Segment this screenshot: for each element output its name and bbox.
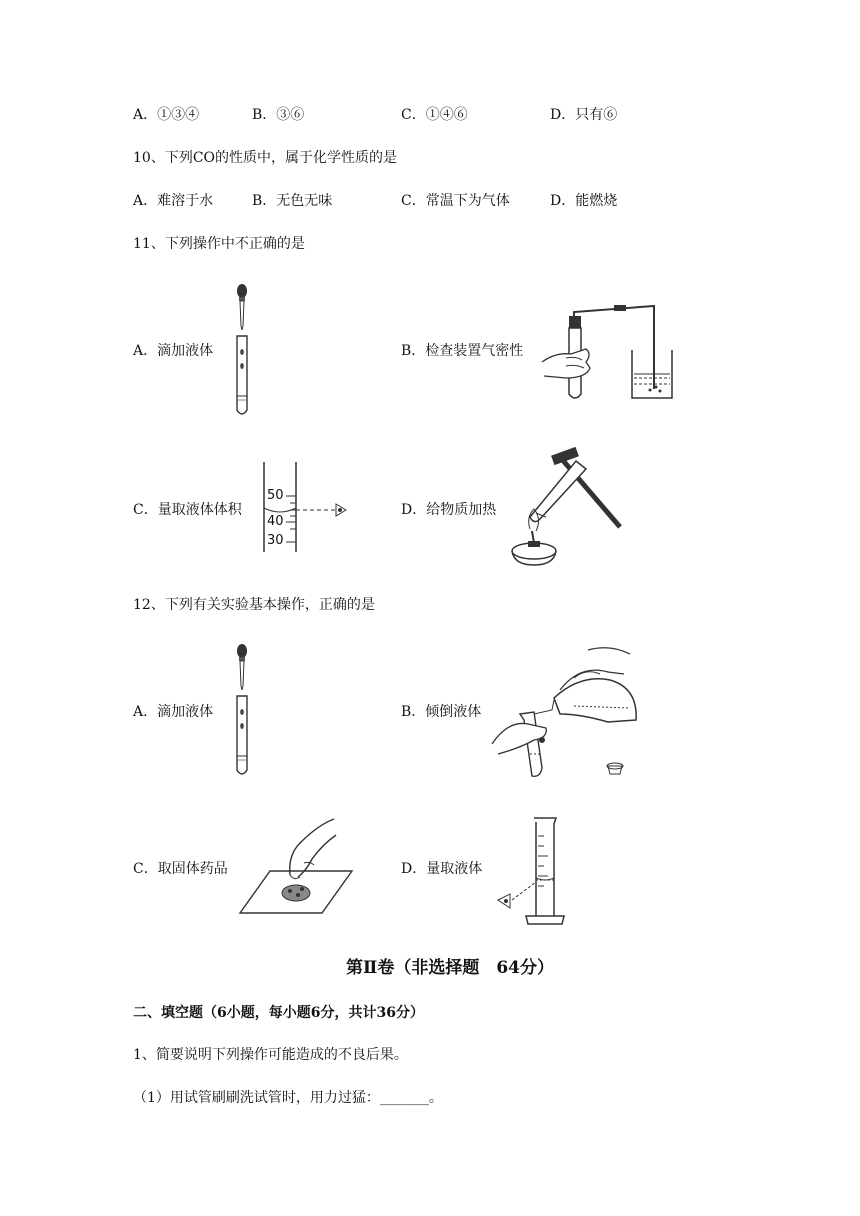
q1-sub1: （1）用试管刷刷洗试管时，用力过猛：_______。	[133, 1090, 443, 1106]
dropper-tube-figure	[225, 282, 265, 422]
taking-solid-reagent-figure	[236, 815, 356, 915]
section-title: 二、填空题（6小题，每小题6分，共计36分）	[133, 1005, 424, 1021]
q11-stem: 11、下列操作中不正确的是	[133, 236, 305, 252]
q10-option-a: A．难溶于水	[133, 193, 214, 209]
pouring-liquid-figure	[490, 644, 650, 784]
q10-option-d: D．能燃烧	[550, 193, 618, 209]
q9-option-d: D．只有⑥	[550, 107, 618, 123]
q11-option-a: A．滴加液体	[133, 343, 214, 359]
tick-label-40: 40	[267, 514, 284, 529]
q12-option-c: C．取固体药品	[133, 861, 228, 877]
q10-option-c: C．常温下为气体	[401, 193, 510, 209]
airtightness-check-figure	[536, 294, 696, 404]
tick-label-50: 50	[267, 488, 284, 503]
q11-option-b: B．检查装置气密性	[401, 343, 524, 359]
q11-option-d: D．给物质加热	[401, 502, 497, 518]
tick-label-30: 30	[267, 533, 284, 548]
q12-option-a: A．滴加液体	[133, 704, 214, 720]
q1-stem: 1、简要说明下列操作可能造成的不良后果。	[133, 1047, 408, 1063]
heating-test-tube-figure	[500, 447, 630, 572]
q10-option-b: B．无色无味	[252, 193, 333, 209]
q9-option-a: A．①③④	[133, 107, 200, 123]
part2-title: 第Ⅱ卷（非选择题 64分）	[346, 958, 554, 978]
q9-option-b: B．③⑥	[252, 107, 305, 123]
q12-stem: 12、下列有关实验基本操作，正确的是	[133, 597, 375, 613]
q12-option-b: B．倾倒液体	[401, 704, 482, 720]
q12-option-d: D．量取液体	[401, 861, 483, 877]
measuring-liquid-cylinder-figure	[496, 816, 576, 928]
q11-option-c: C．量取液体体积	[133, 502, 242, 518]
q9-option-c: C．①④⑥	[401, 107, 468, 123]
q10-stem: 10、下列CO的性质中，属于化学性质的是	[133, 150, 398, 166]
dropper-tube-figure-2	[225, 642, 265, 782]
